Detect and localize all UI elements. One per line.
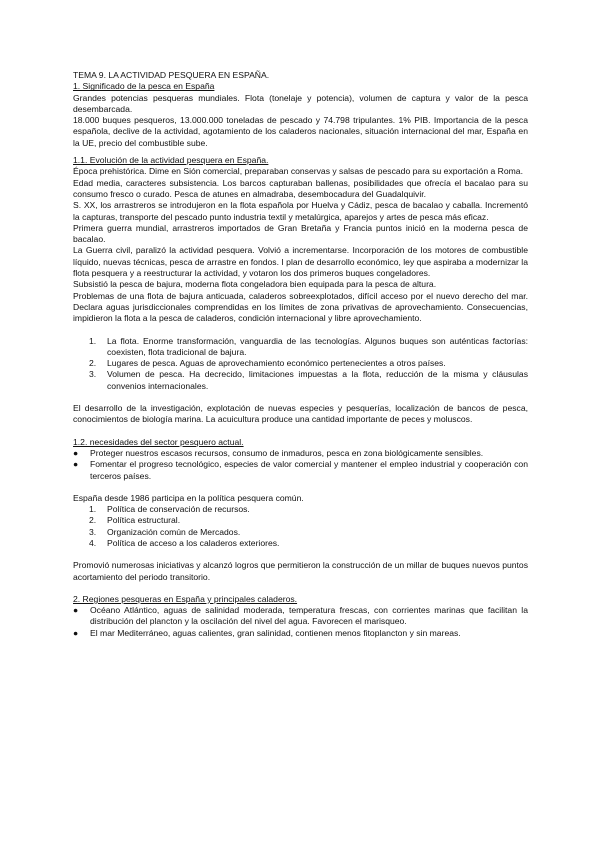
- section-1-1-heading: 1.1. Evolución de la actividad pesquera en España.: [73, 155, 269, 166]
- paragraph: España desde 1986 participa en la política pesquera común.: [73, 492, 304, 503]
- numbered-list: [73, 336, 528, 392]
- paragraph: Promovió numerosas iniciativas y alcanzó logros que permitieron la construcción de un millar de buques nuevos puntos acortamiento del periodo transitorio.: [73, 560, 528, 582]
- list-item: 3. Organización común de Mercados.: [89, 526, 241, 537]
- list-item: 1. La flota. Enorme transformación, vanguardia de las tecnologías. Algunos buques son auténticas factorías: coexisten, flota tradicional de bajura.: [89, 335, 528, 357]
- paragraph: El desarrollo de la investigación, explotación de nuevas especies y pesquerías, localización de bancos de pesca, conocimientos de biología marina. La acuicultura produce una cantidad importante de peces y moluscos.: [73, 403, 528, 425]
- bullet-item: ● Proteger nuestros escasos recursos, consumo de inmaduros, pesca en zona biológicamente sensibles.: [73, 447, 484, 458]
- paragraph: Época prehistórica. Dime en Sión comercial, preparaban conservas y salsas de pescado para su exportación a Roma.: [73, 166, 523, 177]
- list-item: 1. Política de conservación de recursos.: [89, 504, 250, 515]
- paragraph: Edad media, caracteres subsistencia. Los barcos capturaban ballenas, posibilidades que ofrecía el bacalao para su consumo fresco o curado. Pesca de atunes en almadraba, desembocadura del Guadalquivir.: [73, 177, 528, 199]
- paragraph: Problemas de una flota de bajura anticuada, caladeros sobreexplotados, difícil acceso por el nuevo derecho del mar. Declara aguas jurisdiccionales comprendidas en los límites de zona privativas de aprovechamiento. Consecuencias, impidieron la flota a la pesca de caladeros, condición internacional y libre aprovechamiento.: [73, 290, 528, 324]
- bullet-icon: ●: [73, 605, 79, 616]
- list-item: 2. Lugares de pesca. Aguas de aprovechamiento económico pertenecientes a otros países.: [89, 358, 446, 369]
- bullet-icon: ●: [73, 459, 79, 470]
- paragraph: 18.000 buques pesqueros, 13.000.000 toneladas de pescado y 74.798 tripulantes. 1% PIB. Importancia de la pesca española, declive de la actividad, agotamiento de los caladeros nacionales, situación internacional del mar, España en la UE, precio del combustible sube.: [73, 115, 528, 148]
- numbered-list: [73, 504, 528, 549]
- paragraph: La Guerra civil, paralizó la actividad pesquera. Volvió a incrementarse. Incorporación de los motores de combustible líquido, nuevas técnicas, pesca de arrastre en fondos. I plan de desarrollo económico, ley que aspiraba a modernizar la flota pesquera y a reestructurar la actividad, y votaron los dos primeros buques congeladores.: [73, 245, 528, 279]
- section-1-heading: 1. Significado de la pesca en España: [73, 81, 215, 92]
- document-page: [73, 70, 528, 639]
- paragraph: S. XX, los arrastreros se introdujeron en la flota española por Huelva y Cádiz, pesca de bacalao y caballa. Incrementó la capturas, transporte del pescado punto industria textil y metalúrgica, aparejos y artes de pesca más eficaz.: [73, 200, 528, 222]
- section-1-2-heading: 1.2. necesidades del sector pesquero actual.: [73, 436, 244, 447]
- section-2-heading: 2. Regiones pesqueras en España y principales caladeros.: [73, 593, 298, 604]
- paragraph: Grandes potencias pesqueras mundiales. Flota (tonelaje y potencia), volumen de captura y valor de la pesca desembarcada.: [73, 92, 528, 114]
- list-item: 2. Política estructural.: [89, 515, 181, 526]
- bullet-icon: ●: [73, 447, 79, 458]
- list-item: 3. Volumen de pesca. Ha decrecido, limitaciones impuestas a la flota, reducción de la misma y cláusulas convenios internacionales.: [89, 369, 528, 391]
- bullet-item: ● Océano Atlántico, aguas de salinidad moderada, temperatura frescas, con corrientes marinas que facilitan la distribución del plancton y la oscilación del nivel del agua. Favorecen el marisqueo.: [73, 605, 528, 627]
- bullet-item: ● Fomentar el progreso tecnológico, especies de valor comercial y mantener el empleo industrial y cooperación con terceros países.: [73, 459, 528, 481]
- doc-title: TEMA 9. LA ACTIVIDAD PESQUERA EN ESPAÑA.: [73, 70, 270, 80]
- paragraph: Primera guerra mundial, arrastreros importados de Gran Bretaña y Francia puntos inició en la moderna pesca de bacalao.: [73, 222, 528, 245]
- bullet-icon: ●: [73, 627, 79, 638]
- bullet-item: ● El mar Mediterráneo, aguas calientes, gran salinidad, contienen menos fitoplancton y sin mareas.: [73, 627, 461, 638]
- paragraph: Subsistió la pesca de bajura, moderna flota congeladora bien equipada para la pesca de altura.: [73, 279, 437, 290]
- list-item: 4. Política de acceso a los caladeros exteriores.: [89, 537, 280, 548]
